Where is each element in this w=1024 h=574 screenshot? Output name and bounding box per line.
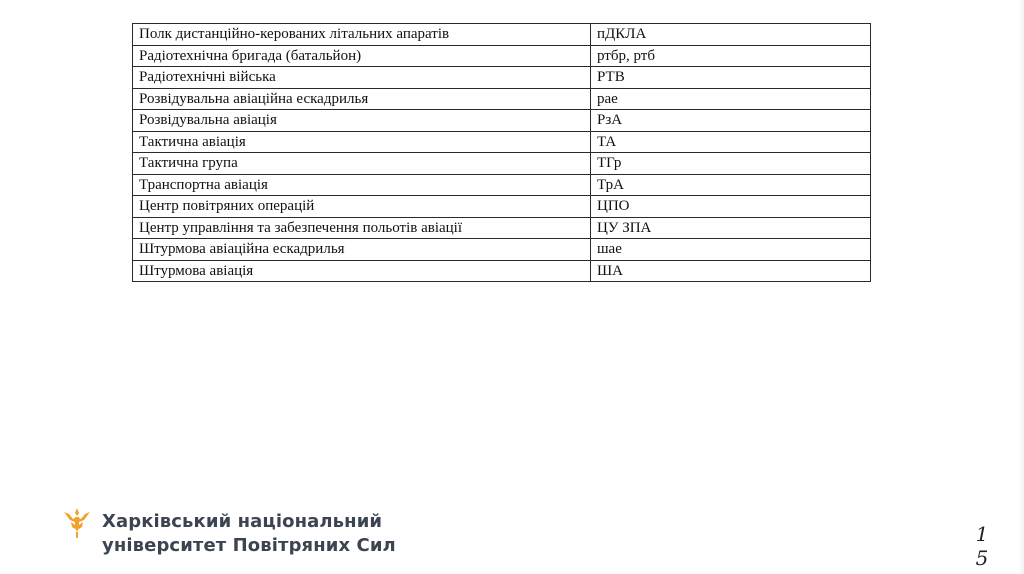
abbreviation-cell: ЦУ ЗПА [591,217,871,239]
term-cell: Штурмова авіаційна ескадрилья [133,239,591,261]
table-row [133,131,871,153]
abbreviation-cell: рае [591,88,871,110]
table-row [133,88,871,110]
table-row [133,153,871,175]
abbreviation-cell: ТрА [591,174,871,196]
trident-emblem-icon [64,508,90,538]
abbreviation-cell: шае [591,239,871,261]
abbreviation-cell: ЦПО [591,196,871,218]
table-row [133,67,871,89]
term-cell: Радіотехнічна бригада (батальйон) [133,45,591,67]
term-cell: Транспортна авіація [133,174,591,196]
term-cell: Розвідувальна авіація [133,110,591,132]
term-cell: Штурмова авіація [133,260,591,282]
table-row [133,174,871,196]
abbreviation-cell: ТА [591,131,871,153]
university-name-line2: університет Повітряних Сил [102,535,396,556]
page-number-digit-2: 5 [975,546,989,570]
table-row [133,110,871,132]
table-row [133,45,871,67]
table-row [133,239,871,261]
abbreviation-cell: РзА [591,110,871,132]
term-cell: Полк дистанційно-керованих літальних апаратів [133,24,591,46]
page-number [972,522,992,570]
abbreviation-cell: ША [591,260,871,282]
term-cell: Центр повітряних операцій [133,196,591,218]
abbreviations-table [132,23,871,282]
abbreviation-cell: пДКЛА [591,24,871,46]
university-name [102,510,396,558]
term-cell: Центр управління та забезпечення польотів авіації [133,217,591,239]
page-number-digit-1: 1 [975,522,989,546]
slide-edge [1018,0,1024,574]
term-cell: Тактична авіація [133,131,591,153]
abbreviation-cell: ТГр [591,153,871,175]
abbreviation-cell: ртбр, ртб [591,45,871,67]
abbreviation-cell: РТВ [591,67,871,89]
table-row [133,217,871,239]
table-row [133,260,871,282]
table-row [133,196,871,218]
university-name-line1: Харківський національний [102,511,383,532]
term-cell: Радіотехнічні війська [133,67,591,89]
abbreviations-table-body [133,24,871,282]
table-row [133,24,871,46]
term-cell: Розвідувальна авіаційна ескадрилья [133,88,591,110]
term-cell: Тактична група [133,153,591,175]
